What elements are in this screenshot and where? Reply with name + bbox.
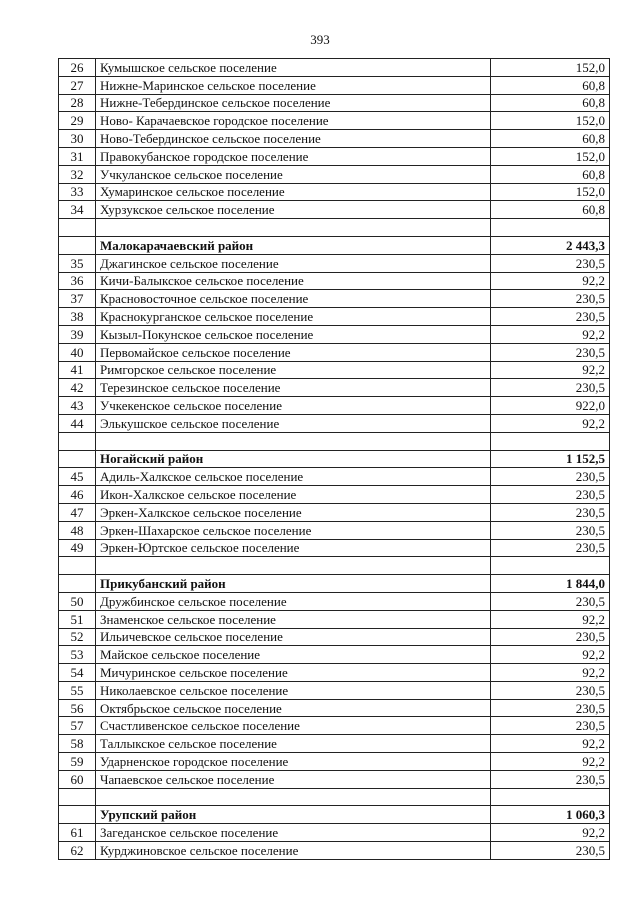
allocation-value: 92,2 <box>491 646 610 664</box>
allocation-value: 92,2 <box>491 664 610 682</box>
table-row <box>59 414 610 432</box>
settlement-name: Урупский район <box>96 806 491 824</box>
spacer-row <box>59 557 610 575</box>
settlement-name: Прикубанский район <box>96 575 491 593</box>
settlement-name: Курджиновское сельское поселение <box>96 842 491 860</box>
settlement-name: Эркен-Шахарское сельское поселение <box>96 521 491 539</box>
allocation-value: 152,0 <box>491 183 610 201</box>
settlement-name: Чапаевское сельское поселение <box>96 770 491 788</box>
allocation-value: 230,5 <box>491 308 610 326</box>
allocation-value: 92,2 <box>491 361 610 379</box>
table-row <box>59 254 610 272</box>
district-row <box>59 806 610 824</box>
row-number: 36 <box>59 272 96 290</box>
row-number: 55 <box>59 681 96 699</box>
row-number <box>59 219 96 237</box>
spacer-row <box>59 432 610 450</box>
table-row <box>59 503 610 521</box>
settlement-name <box>96 788 491 806</box>
row-number: 40 <box>59 343 96 361</box>
table-row <box>59 717 610 735</box>
allocation-value: 92,2 <box>491 325 610 343</box>
allocation-value: 60,8 <box>491 130 610 148</box>
table-row <box>59 521 610 539</box>
settlement-name <box>96 557 491 575</box>
table-row <box>59 165 610 183</box>
settlement-name: Эркен-Юртское сельское поселение <box>96 539 491 557</box>
allocation-value: 230,5 <box>491 343 610 361</box>
allocation-value: 230,5 <box>491 503 610 521</box>
allocation-value: 1 844,0 <box>491 575 610 593</box>
table-row <box>59 76 610 94</box>
allocation-value <box>491 557 610 575</box>
settlement-name: Знаменское сельское поселение <box>96 610 491 628</box>
table-row <box>59 147 610 165</box>
settlement-name: Учкуланское сельское поселение <box>96 165 491 183</box>
row-number <box>59 575 96 593</box>
row-number: 44 <box>59 414 96 432</box>
table-row <box>59 379 610 397</box>
allocation-value: 230,5 <box>491 628 610 646</box>
settlement-name: Малокарачаевский район <box>96 236 491 254</box>
row-number: 42 <box>59 379 96 397</box>
settlement-name: Хурзукское сельское поселение <box>96 201 491 219</box>
settlement-name: Октябрьское сельское поселение <box>96 699 491 717</box>
allocation-value: 60,8 <box>491 201 610 219</box>
row-number: 51 <box>59 610 96 628</box>
row-number: 30 <box>59 130 96 148</box>
spacer-row <box>59 788 610 806</box>
allocation-value: 230,5 <box>491 592 610 610</box>
table-row <box>59 94 610 112</box>
settlement-name: Ногайский район <box>96 450 491 468</box>
settlement-name: Кичи-Балыкское сельское поселение <box>96 272 491 290</box>
table-row <box>59 468 610 486</box>
row-number: 27 <box>59 76 96 94</box>
table-row <box>59 592 610 610</box>
district-row <box>59 236 610 254</box>
settlement-name: Ново- Карачаевское городское поселение <box>96 112 491 130</box>
row-number: 28 <box>59 94 96 112</box>
table-row <box>59 325 610 343</box>
row-number: 41 <box>59 361 96 379</box>
allocation-value: 152,0 <box>491 147 610 165</box>
allocation-value: 230,5 <box>491 468 610 486</box>
row-number: 37 <box>59 290 96 308</box>
row-number: 59 <box>59 753 96 771</box>
row-number: 53 <box>59 646 96 664</box>
settlement-name <box>96 219 491 237</box>
allocation-value: 230,5 <box>491 254 610 272</box>
settlement-name: Таллыкское сельское поселение <box>96 735 491 753</box>
allocation-value: 152,0 <box>491 59 610 77</box>
settlement-name: Ново-Тебердинское сельское поселение <box>96 130 491 148</box>
row-number: 33 <box>59 183 96 201</box>
table-row <box>59 610 610 628</box>
settlement-name: Учкекенское сельское поселение <box>96 397 491 415</box>
table-row <box>59 201 610 219</box>
row-number: 49 <box>59 539 96 557</box>
table-row <box>59 397 610 415</box>
settlement-name: Адиль-Халкское сельское поселение <box>96 468 491 486</box>
row-number <box>59 806 96 824</box>
row-number: 26 <box>59 59 96 77</box>
allocation-value: 230,5 <box>491 290 610 308</box>
allocation-value: 922,0 <box>491 397 610 415</box>
settlement-name: Римгорское сельское поселение <box>96 361 491 379</box>
allocation-value <box>491 219 610 237</box>
settlement-name <box>96 432 491 450</box>
allocation-value: 230,5 <box>491 486 610 504</box>
allocation-value: 230,5 <box>491 521 610 539</box>
settlement-name: Правокубанское городское поселение <box>96 147 491 165</box>
settlement-name: Ильичевское сельское поселение <box>96 628 491 646</box>
table-row <box>59 486 610 504</box>
allocation-value: 230,5 <box>491 717 610 735</box>
table-row <box>59 539 610 557</box>
allocation-value: 92,2 <box>491 414 610 432</box>
table-row <box>59 681 610 699</box>
settlement-name: Дружбинское сельское поселение <box>96 592 491 610</box>
table-row <box>59 343 610 361</box>
row-number: 58 <box>59 735 96 753</box>
allocation-value: 1 060,3 <box>491 806 610 824</box>
settlement-name: Красновосточное сельское поселение <box>96 290 491 308</box>
table-row <box>59 183 610 201</box>
table-row <box>59 290 610 308</box>
settlement-name: Элькушское сельское поселение <box>96 414 491 432</box>
settlement-name: Нижне-Маринское сельское поселение <box>96 76 491 94</box>
table-row <box>59 664 610 682</box>
allocation-value: 2 443,3 <box>491 236 610 254</box>
table-row <box>59 699 610 717</box>
table-body <box>59 59 610 860</box>
settlement-name: Первомайское сельское поселение <box>96 343 491 361</box>
row-number <box>59 450 96 468</box>
page-number: 393 <box>310 32 330 47</box>
row-number: 32 <box>59 165 96 183</box>
allocation-value: 230,5 <box>491 379 610 397</box>
row-number <box>59 557 96 575</box>
settlement-name: Загеданское сельское поселение <box>96 824 491 842</box>
row-number: 62 <box>59 842 96 860</box>
settlement-name: Нижне-Тебердинское сельское поселение <box>96 94 491 112</box>
row-number: 43 <box>59 397 96 415</box>
allocation-table <box>58 58 610 860</box>
row-number: 52 <box>59 628 96 646</box>
row-number: 57 <box>59 717 96 735</box>
district-row <box>59 450 610 468</box>
table-row <box>59 753 610 771</box>
district-row <box>59 575 610 593</box>
table-row <box>59 59 610 77</box>
allocation-value: 92,2 <box>491 610 610 628</box>
row-number: 56 <box>59 699 96 717</box>
spacer-row <box>59 219 610 237</box>
settlement-name: Икон-Халкское сельское поселение <box>96 486 491 504</box>
row-number: 35 <box>59 254 96 272</box>
row-number: 48 <box>59 521 96 539</box>
settlement-name: Хумаринское сельское поселение <box>96 183 491 201</box>
row-number: 46 <box>59 486 96 504</box>
allocation-value: 60,8 <box>491 94 610 112</box>
settlement-name: Мичуринское сельское поселение <box>96 664 491 682</box>
table-row <box>59 308 610 326</box>
allocation-value: 92,2 <box>491 735 610 753</box>
row-number: 34 <box>59 201 96 219</box>
row-number: 31 <box>59 147 96 165</box>
allocation-value: 60,8 <box>491 76 610 94</box>
row-number <box>59 236 96 254</box>
row-number: 39 <box>59 325 96 343</box>
row-number: 60 <box>59 770 96 788</box>
settlement-name: Счастливенское сельское поселение <box>96 717 491 735</box>
settlement-name: Краснокурганское сельское поселение <box>96 308 491 326</box>
row-number: 47 <box>59 503 96 521</box>
allocation-value: 92,2 <box>491 753 610 771</box>
allocation-value: 92,2 <box>491 824 610 842</box>
allocation-value: 230,5 <box>491 842 610 860</box>
allocation-value: 230,5 <box>491 770 610 788</box>
row-number: 45 <box>59 468 96 486</box>
allocation-value: 230,5 <box>491 681 610 699</box>
row-number <box>59 788 96 806</box>
row-number: 61 <box>59 824 96 842</box>
allocation-value: 230,5 <box>491 539 610 557</box>
row-number: 54 <box>59 664 96 682</box>
table-row <box>59 130 610 148</box>
row-number: 29 <box>59 112 96 130</box>
table-row <box>59 770 610 788</box>
settlement-name: Николаевское сельское поселение <box>96 681 491 699</box>
settlement-name: Кумышское сельское поселение <box>96 59 491 77</box>
settlement-name: Джагинское сельское поселение <box>96 254 491 272</box>
table-row <box>59 272 610 290</box>
settlement-name: Кызыл-Покунское сельское поселение <box>96 325 491 343</box>
allocation-value: 152,0 <box>491 112 610 130</box>
allocation-value <box>491 788 610 806</box>
row-number: 38 <box>59 308 96 326</box>
settlement-name: Терезинское сельское поселение <box>96 379 491 397</box>
table-row <box>59 361 610 379</box>
settlement-name: Эркен-Халкское сельское поселение <box>96 503 491 521</box>
allocation-value: 1 152,5 <box>491 450 610 468</box>
row-number <box>59 432 96 450</box>
table-row <box>59 735 610 753</box>
allocation-value <box>491 432 610 450</box>
table-row <box>59 112 610 130</box>
table-row <box>59 824 610 842</box>
table-row <box>59 842 610 860</box>
table-row <box>59 646 610 664</box>
allocation-value: 60,8 <box>491 165 610 183</box>
table-row <box>59 628 610 646</box>
settlement-name: Ударненское городское поселение <box>96 753 491 771</box>
row-number: 50 <box>59 592 96 610</box>
allocation-value: 92,2 <box>491 272 610 290</box>
allocation-value: 230,5 <box>491 699 610 717</box>
settlement-name: Майское сельское поселение <box>96 646 491 664</box>
